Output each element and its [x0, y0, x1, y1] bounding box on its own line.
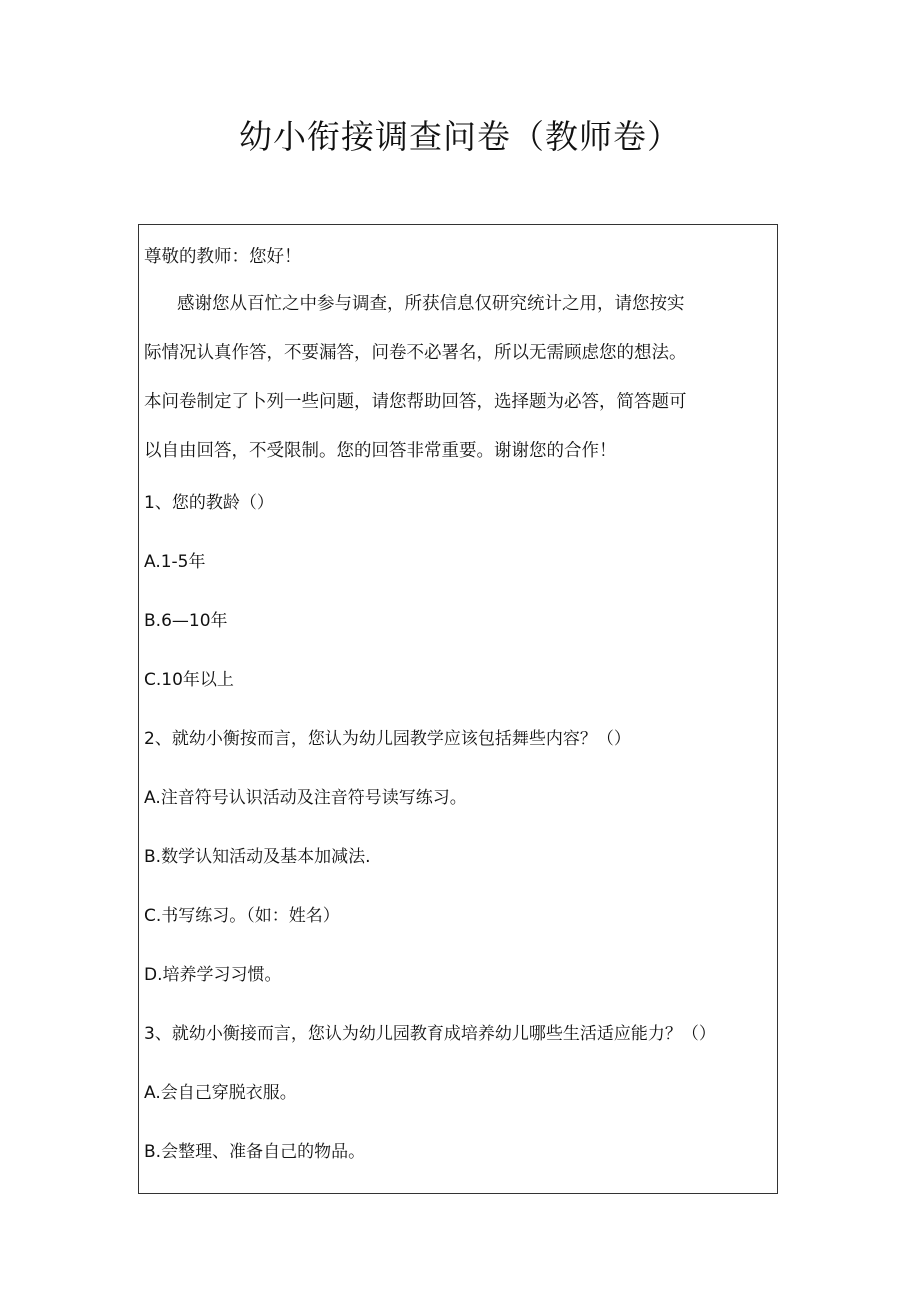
- question-2: 2、就幼小衡按而言，您认为幼儿园教学应该包括舞些内容？（）: [144, 729, 631, 749]
- greeting: 尊敬的教师：您好！: [144, 247, 302, 267]
- intro-line: 感谢您从百忙之中参与调查，所获信息仅研究统计之用，请您按实: [177, 294, 685, 314]
- question-3-option-a: A.会自己穿脱衣服。: [144, 1083, 297, 1103]
- question-2-option-a: A.注音符号认识活动及注音符号读写练习。: [144, 788, 467, 808]
- question-1: 1、您的教龄（）: [144, 493, 274, 513]
- question-1-option-a: A.1-5年: [144, 552, 206, 572]
- question-3-option-b: B.会整理、准备自己的物品。: [144, 1142, 366, 1162]
- question-2-option-d: D.培养学习习惯。: [144, 965, 282, 985]
- question-1-option-b: B.6—10年: [144, 611, 228, 631]
- page-title: 幼小衔接调查问卷（教师卷）: [239, 117, 681, 156]
- question-2-option-c: C.书写练习。（如：姓名）: [144, 906, 340, 926]
- question-3: 3、就幼小衡接而言，您认为幼儿园教育成培养幼儿哪些生活适应能力？（）: [144, 1024, 716, 1044]
- survey-box: [138, 224, 778, 1194]
- question-2-option-b: B.数学认知活动及基本加减法.: [144, 847, 371, 867]
- question-1-option-c: C.10年以上: [144, 670, 234, 690]
- intro-line: 本问卷制定了卜列一些问题，请您帮助回答，选择题为必答，简答题可: [144, 392, 687, 412]
- intro-line: 以自由回答，不受限制。您的回答非常重要。谢谢您的合作！: [144, 441, 617, 461]
- intro-line: 际情况认真作答，不要漏答，问卷不必署名，所以无需顾虑您的想法。: [144, 343, 687, 363]
